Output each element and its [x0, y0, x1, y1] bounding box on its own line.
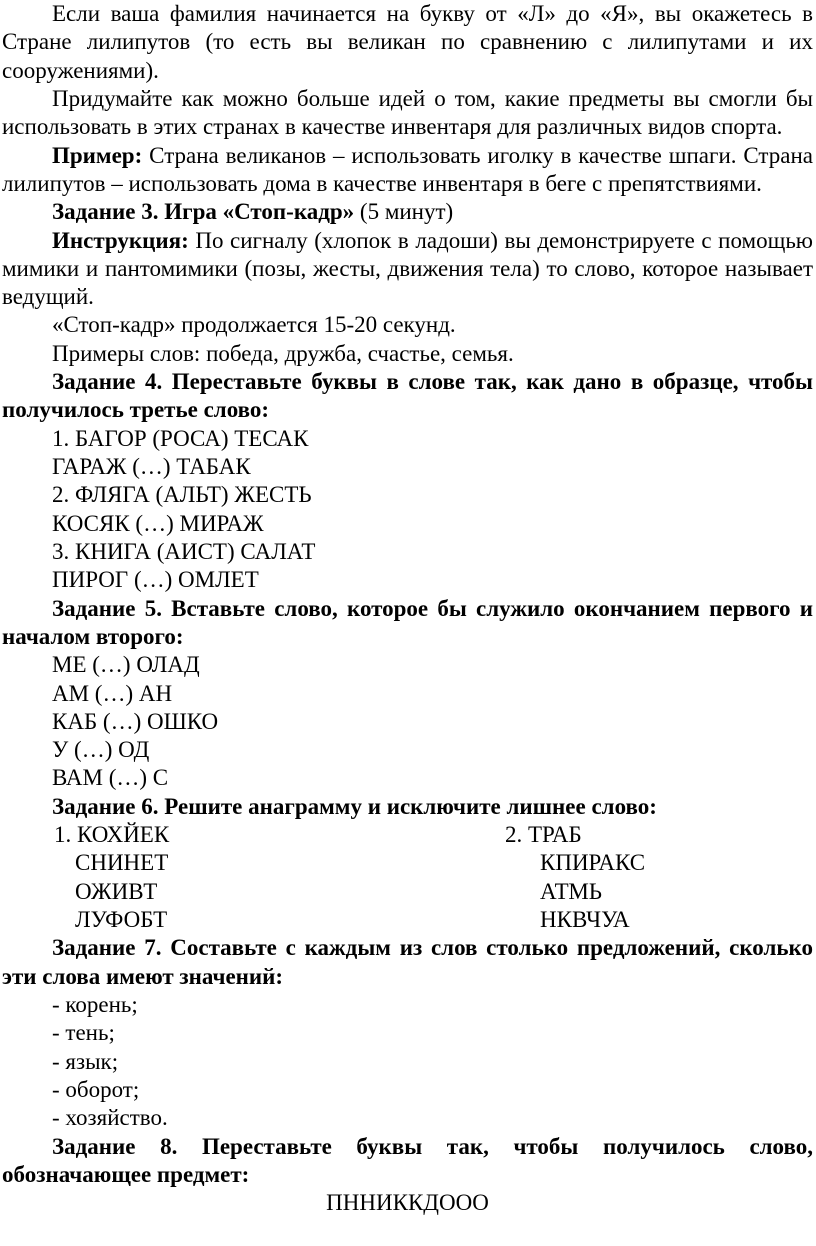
- task4-line-2: ГАРАЖ (…) ТАБАК: [52, 454, 251, 479]
- task7-heading: Задание 7. Составьте с каждым из слов столько предложений, сколько эти слова имеют значений:: [2, 935, 813, 989]
- task5-line-3: КАБ (…) ОШКО: [52, 708, 219, 734]
- task6-row-3: [2, 878, 813, 906]
- intro-paragraph: Если ваша фамилия начинается на букву от «Л» до «Я», вы окажетесь в Стране лилипутов (то есть вы великан по сравнению с лилипутами и их сооружениями).: [2, 1, 813, 83]
- task3-heading: [2, 198, 813, 226]
- task5-heading: Задание 5. Вставьте слово, которое бы служило окончанием первого и началом второго:: [2, 595, 813, 649]
- task6-anagram-1-2: СНИНЕТ: [75, 850, 169, 876]
- instruction-label: Инструкция:: [52, 227, 196, 253]
- task6-anagram-2-3: АТМЬ: [540, 878, 602, 904]
- instruction-text: По сигналу (хлопок в ладоши) вы демонстрируете с помощью мимики и пантомимики (позы, жесты, движения тела) то слово, которое называет ведущий.: [2, 227, 813, 310]
- stopkadr-duration-line: «Стоп-кадр» продолжается 15-20 секунд.: [52, 312, 456, 338]
- task6-anagram-1-3: ОЖИВТ: [75, 878, 158, 904]
- task4-line-6: ПИРОГ (…) ОМЛЕТ: [52, 567, 259, 593]
- task7-item-3: - язык;: [52, 1048, 119, 1074]
- ideas-paragraph: Придумайте как можно больше идей о том, какие предметы вы смогли бы использовать в этих странах в качестве инвентаря для различных видов спорта.: [2, 85, 813, 140]
- task6-anagram-2-4: НКВЧУА: [540, 907, 630, 932]
- example-label: Пример:: [52, 142, 150, 168]
- task5-line-1: МЕ (…) ОЛАД: [52, 652, 200, 678]
- task6-anagram-2-1: 2. ТРАБ: [505, 822, 582, 848]
- task5-line-4: У (…) ОД: [52, 737, 150, 763]
- task6-row-2: [2, 849, 813, 877]
- instruction-paragraph: [2, 227, 813, 312]
- task3-title: Задание 3. Игра «Стоп-кадр»: [52, 199, 360, 225]
- task5-line-2: АМ (…) АН: [52, 680, 173, 706]
- task6-row-1: [2, 821, 813, 849]
- task5-line-5: ВАМ (…) С: [52, 765, 169, 791]
- task8-anagram-answer-line: ПННИККДООО: [326, 1190, 489, 1216]
- task6-anagram-2-2: КПИРАКС: [540, 850, 646, 876]
- task6-anagram-1-4: ЛУФОБТ: [75, 907, 168, 932]
- word-examples-line: Примеры слов: победа, дружба, счастье, семья.: [52, 340, 514, 366]
- task4-heading: Задание 4. Переставьте буквы в слове так, как дано в образце, чтобы получилось третье слово:: [2, 369, 813, 423]
- task7-item-1: - корень;: [52, 991, 138, 1017]
- task7-item-4: - оборот;: [52, 1076, 140, 1102]
- task7-item-5: - хозяйство.: [52, 1105, 168, 1131]
- task3-duration: (5 минут): [359, 199, 454, 225]
- task6-row-4: [2, 906, 813, 934]
- task4-line-4: КОСЯК (…) МИРАЖ: [52, 510, 264, 536]
- task4-line-1: 1. БАГОР (РОСА) ТЕСАК: [52, 425, 309, 451]
- task7-item-2: - тень;: [52, 1020, 115, 1046]
- task4-line-5: 3. КНИГА (АИСТ) САЛАТ: [52, 538, 316, 564]
- task6-heading: Задание 6. Решите анаграмму и исключите лишнее слово:: [52, 793, 657, 819]
- task4-line-3: 2. ФЛЯГА (АЛЬТ) ЖЕСТЬ: [52, 482, 312, 508]
- example-text: Страна великанов – использовать иголку в качестве шпаги. Страна лилипутов – использовать дома в качестве инвентаря в беге с препятствиями.: [2, 142, 813, 196]
- task6-anagram-1-1: 1. КОХЙЕК: [54, 822, 170, 848]
- task8-heading: Задание 8. Переставьте буквы так, чтобы получилось слово, обозначающее предмет:: [2, 1133, 813, 1187]
- example-paragraph: [2, 142, 813, 199]
